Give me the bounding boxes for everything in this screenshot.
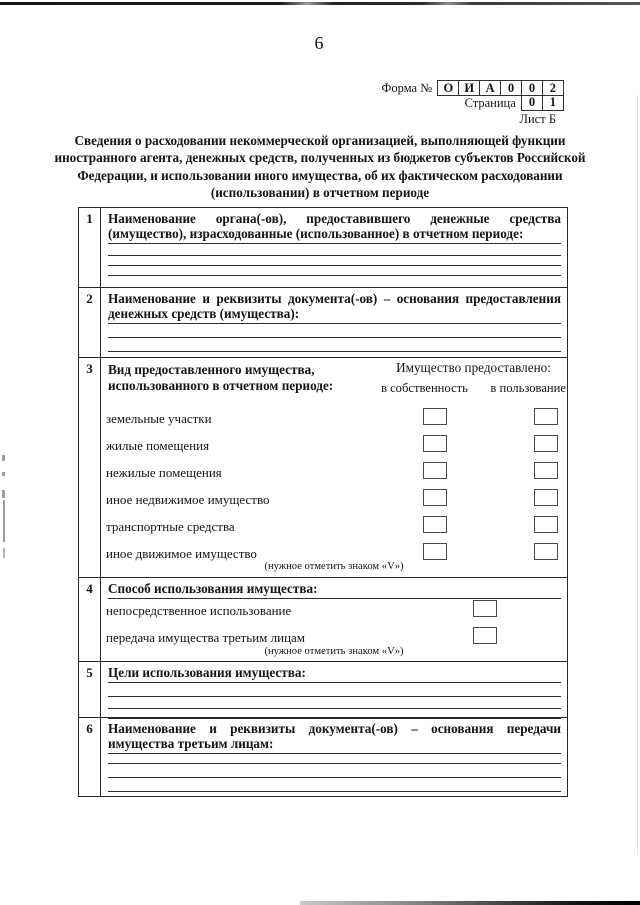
form-code-cell: 0 — [500, 80, 522, 96]
form-number-label: Форма № — [381, 80, 433, 95]
table-row-3 — [79, 357, 567, 577]
row-number: 6 — [79, 718, 101, 796]
row-header: Способ использования имущества: — [108, 581, 561, 599]
scan-artifact-bottom — [300, 901, 640, 905]
form-code-cell: 0 — [521, 80, 543, 96]
fill-line — [108, 683, 561, 697]
row-number: 1 — [79, 208, 101, 287]
row-content — [101, 578, 567, 661]
table-row-2 — [79, 287, 567, 357]
row-header: Наименование и реквизиты документа(-ов) – основания передачи имущества третьим лицам: — [108, 721, 561, 754]
table-row-6 — [79, 717, 567, 796]
form-code-cell: О — [437, 80, 459, 96]
item-label: иное движимое имущество — [106, 546, 257, 562]
row-header: Наименование и реквизиты документа(-ов) – основания предоставления денежных средств (имущества): — [108, 291, 561, 324]
form-code-cells — [437, 80, 564, 96]
form-code-block — [383, 80, 564, 127]
checkbox-ownership — [423, 408, 447, 425]
page-code-label: Страница — [464, 96, 516, 110]
fill-line — [108, 266, 561, 276]
property-type-row — [101, 408, 567, 435]
row-number: 5 — [79, 662, 101, 717]
item-label: передача имущества третьим лицам — [106, 630, 306, 646]
item-label: жилые помещения — [106, 438, 210, 454]
page-number: 6 — [314, 33, 324, 53]
row-content — [101, 288, 567, 357]
checkbox-usage-method — [473, 600, 497, 617]
item-label: земельные участки — [106, 411, 212, 427]
mark-note: (нужное отметить знаком «V») — [264, 561, 404, 573]
row-content — [101, 662, 567, 717]
document-title: Сведения о расходовании некоммерческой организацией, выполняющей функции иностранного агента, денежных средств, полученных из бюджетов субъектов Российской Федерации, и использовании иного имущества, об их фактическом расходовании (использовании) в отчетном периоде — [54, 133, 586, 201]
provided-columns-header — [381, 360, 566, 396]
usage-method-row — [101, 600, 567, 627]
scan-artifact-mark — [3, 548, 5, 558]
property-type-row — [101, 516, 567, 543]
table-row-4 — [79, 577, 567, 661]
sheet-label: Лист Б — [519, 112, 556, 126]
checkbox-use — [534, 462, 558, 479]
fill-line — [108, 256, 561, 266]
fill-line — [108, 244, 561, 256]
fill-line — [108, 754, 561, 764]
checkbox-use — [534, 516, 558, 533]
fill-line — [108, 778, 561, 792]
item-label: непосредственное использование — [106, 603, 292, 619]
page-code-cell: 0 — [521, 95, 543, 111]
row-content — [101, 208, 567, 287]
item-label: транспортные средства — [106, 519, 235, 535]
checkbox-usage-method — [473, 627, 497, 644]
scan-artifact-top — [0, 2, 640, 5]
property-type-row — [101, 489, 567, 516]
row-content — [101, 718, 567, 796]
checkbox-ownership — [423, 543, 447, 560]
table-row-1 — [79, 208, 567, 287]
property-type-row — [101, 435, 567, 462]
column-header-ownership: в собственность — [381, 381, 468, 396]
row-content — [101, 358, 567, 577]
property-type-row — [101, 462, 567, 489]
page-code-row — [383, 96, 564, 111]
fill-line — [108, 764, 561, 778]
scan-artifact-mark — [3, 500, 5, 542]
checkbox-ownership — [423, 489, 447, 506]
fill-line — [108, 697, 561, 709]
scan-artifact-mark — [2, 472, 5, 476]
checkbox-ownership — [423, 516, 447, 533]
page-code-cell: 1 — [542, 95, 564, 111]
form-table — [78, 207, 568, 797]
fill-line — [108, 324, 561, 338]
checkbox-use — [534, 435, 558, 452]
column-header-use: в пользование — [490, 381, 566, 396]
mark-note: (нужное отметить знаком «V») — [264, 646, 404, 658]
provided-title: Имущество предоставлено: — [396, 360, 551, 376]
row-number: 3 — [79, 358, 101, 577]
form-code-cell: А — [479, 80, 501, 96]
row-header: Вид предоставленного имущества, использованного в отчетном периоде: — [108, 362, 334, 394]
form-number-row — [383, 80, 564, 96]
item-label: нежилые помещения — [106, 465, 222, 481]
checkbox-ownership — [423, 435, 447, 452]
row-number: 4 — [79, 578, 101, 661]
form-code-cell: И — [458, 80, 480, 96]
checkbox-use — [534, 543, 558, 560]
row-header: Наименование органа(-ов), предоставившего денежные средства (имущество), израсходованные (использованное) в отчетном периоде: — [108, 211, 561, 244]
item-label: иное недвижимое имущество — [106, 492, 270, 508]
fill-line — [108, 338, 561, 352]
page-code-cells — [521, 95, 564, 111]
table-row-5 — [79, 661, 567, 717]
row-header: Цели использования имущества: — [108, 665, 561, 683]
scan-artifact-mark — [2, 490, 5, 498]
row-number: 2 — [79, 288, 101, 357]
checkbox-use — [534, 489, 558, 506]
form-code-cell: 2 — [542, 80, 564, 96]
checkbox-ownership — [423, 462, 447, 479]
checkbox-use — [534, 408, 558, 425]
scan-artifact-mark — [2, 455, 5, 461]
scan-artifact-right-edge — [637, 95, 638, 855]
